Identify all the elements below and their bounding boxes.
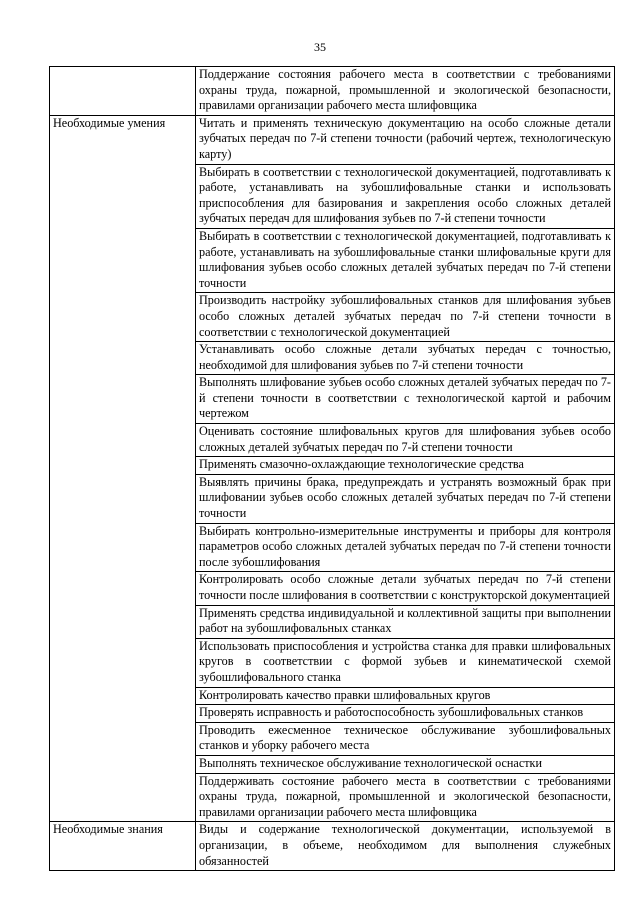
page-number: 35 <box>314 40 326 54</box>
skill-item: Выявлять причины брака, предупреждать и устранять возможный брак при шлифовании зубьев особо сложных деталей зубчатых передач по 7-й степени точности <box>196 474 615 523</box>
skill-item: Читать и применять техническую документацию на особо сложные детали зубчатых передач по 7-й степени точности (рабочий чертеж, технологическую карту) <box>196 115 615 164</box>
skill-item: Оценивать состояние шлифовальных кругов для шлифования зубьев особо сложных деталей зубчатых передач по 7-й степени точности <box>196 424 615 457</box>
skill-item: Контролировать особо сложные детали зубчатых передач по 7-й степени точности после шлифования в соответствии с конструкторской документацией <box>196 572 615 605</box>
skill-item: Выбирать в соответствии с технологической документацией, подготавливать к работе, устанавливать на зубошлифовальные станки шлифовальные круги для шлифования зубьев особо сложных деталей зубчатых передач по 7-й степени точности <box>196 228 615 292</box>
knowledge-label: Необходимые знания <box>50 822 196 871</box>
skill-item: Использовать приспособления и устройства станка для правки шлифовальных кругов в соответствии с формой зубьев и кинематической схемой зубошлифовального станка <box>196 638 615 687</box>
skill-item: Выполнять шлифование зубьев особо сложных деталей зубчатых передач по 7-й степени точности в соответствии с технологической картой и рабочим чертежом <box>196 375 615 424</box>
table-row <box>50 67 615 116</box>
skill-item: Контролировать качество правки шлифовальных кругов <box>196 687 615 705</box>
table-row <box>50 822 615 871</box>
skill-item: Выбирать контрольно-измерительные инструменты и приборы для контроля параметров особо сложных деталей зубчатых передач по 7-й степени точности после зубошлифования <box>196 523 615 572</box>
skill-item: Поддерживать состояние рабочего места в соответствии с требованиями охраны труда, пожарной, промышленной и экологической безопасности, правилами организации рабочего места шлифовщика <box>196 773 615 822</box>
skill-item: Применять средства индивидуальной и коллективной защиты при выполнении работ на зубошлифовальных станках <box>196 605 615 638</box>
requirements-table <box>49 66 615 871</box>
skill-item: Производить настройку зубошлифовальных станков для шлифования зубьев особо сложных деталей зубчатых передач по 7-й степени точности в соответствии с технологической документацией <box>196 293 615 342</box>
table-row <box>50 115 615 164</box>
skill-item: Применять смазочно-охлаждающие технологические средства <box>196 457 615 475</box>
continuation-item: Поддержание состояния рабочего места в соответствии с требованиями охраны труда, пожарной, промышленной и экологической безопасности, правилами организации рабочего места шлифовщика <box>196 67 615 116</box>
skills-label: Необходимые умения <box>50 115 196 822</box>
skill-item: Выполнять техническое обслуживание технологической оснастки <box>196 755 615 773</box>
skill-item: Устанавливать особо сложные детали зубчатых передач с точностью, необходимой для шлифования зубьев по 7-й степени точности <box>196 342 615 375</box>
skill-item: Выбирать в соответствии с технологической документацией, подготавливать к работе, устанавливать на зубошлифовальные станки и использовать приспособления для базирования и закрепления особо сложных деталей зубчатых передач для шлифования зубьев по 7-й степени точности <box>196 164 615 228</box>
continuation-label-cell <box>50 67 196 116</box>
skill-item: Проверять исправность и работоспособность зубошлифовальных станков <box>196 705 615 723</box>
skill-item: Проводить ежесменное техническое обслуживание зубошлифовальных станков и уборку рабочего места <box>196 722 615 755</box>
knowledge-item: Виды и содержание технологической документации, используемой в организации, в объеме, необходимом для выполнения служебных обязанностей <box>196 822 615 871</box>
